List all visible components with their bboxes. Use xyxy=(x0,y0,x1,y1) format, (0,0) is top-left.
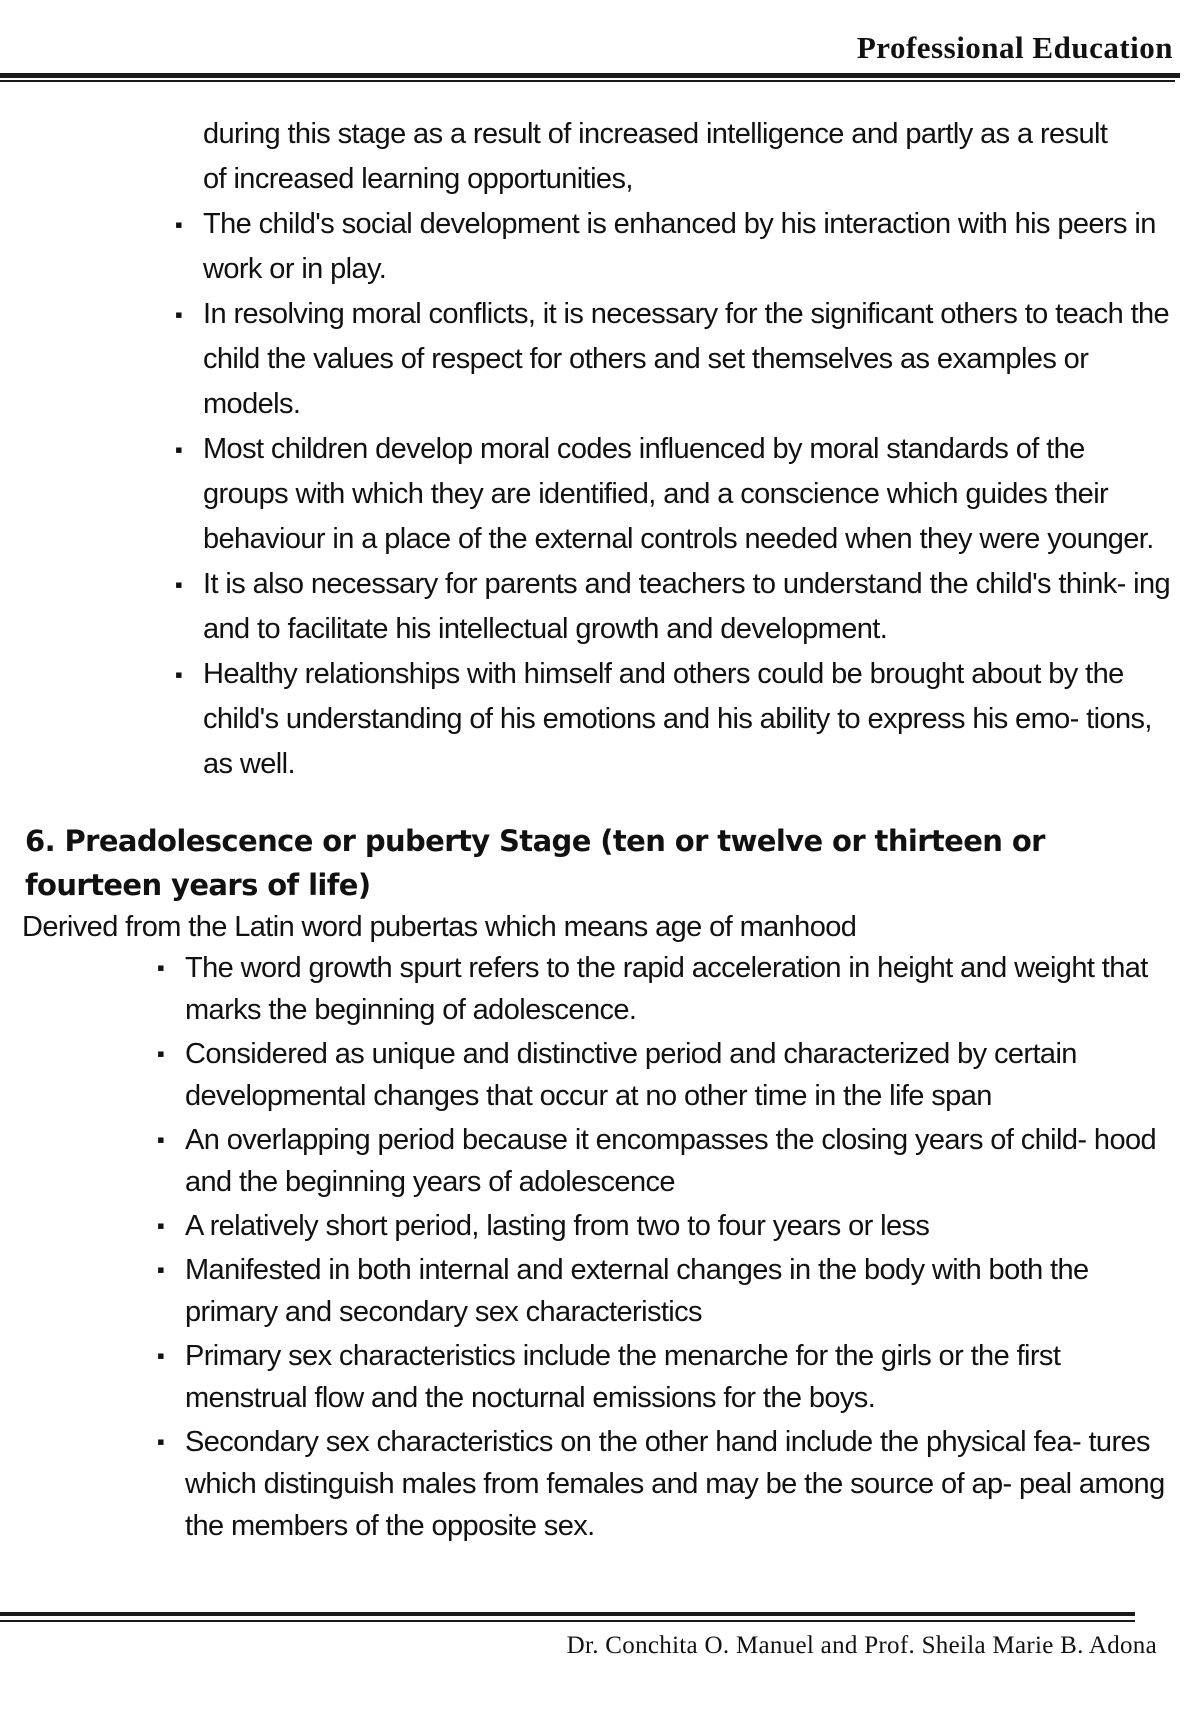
list-item: ▪ An overlapping period because it encompasses the closing years of child- hood and the beginning years of adolescence xyxy=(185,1119,1165,1203)
section-six-bullets xyxy=(157,947,1165,1547)
list-item: ▪ Most children develop moral codes influenced by moral standards of the groups with which they are identified, and a conscience which guides their behaviour in a place of the external controls needed when they were younger. xyxy=(203,427,1173,562)
footer-rule xyxy=(0,1612,1135,1616)
continued-line-1: during this stage as a result of increased intelligence and partly as a result xyxy=(203,118,1108,150)
section-intro: Derived from the Latin word pubertas which means age of manhood xyxy=(22,911,857,943)
continued-bullet-list xyxy=(175,202,1173,787)
header-rule-thin xyxy=(0,80,1175,82)
list-item: ▪ Secondary sex characteristics on the other hand include the physical fea- tures which distinguish males from females and may be the source of ap- peal among the members of the opposite sex. xyxy=(185,1421,1165,1547)
continued-section xyxy=(175,112,1173,787)
bullet-icon: ▪ xyxy=(157,1213,165,1238)
bullet-icon: ▪ xyxy=(157,1257,165,1282)
list-item: ▪ Primary sex characteristics include the menarche for the girls or the first menstrual flow and the nocturnal emissions for the boys. xyxy=(185,1335,1165,1419)
bullet-icon: ▪ xyxy=(175,302,183,327)
footer-authors: Dr. Conchita O. Manuel and Prof. Sheila Marie B. Adona xyxy=(566,1632,1157,1659)
list-item: ▪ Manifested in both internal and external changes in the body with both the primary and secondary sex characteristics xyxy=(185,1249,1165,1333)
list-item: ▪ The child's social development is enhanced by his interaction with his peers in work or in play. xyxy=(203,202,1173,292)
list-item: ▪ Healthy relationships with himself and others could be brought about by the child's understanding of his emotions and his ability to express his emo- tions, as well. xyxy=(203,652,1173,787)
header-rule xyxy=(0,73,1180,78)
bullet-icon: ▪ xyxy=(175,212,183,237)
list-item: ▪ The word growth spurt refers to the rapid acceleration in height and weight that marks the beginning of adolescence. xyxy=(185,947,1165,1031)
list-item: ▪ A relatively short period, lasting from two to four years or less xyxy=(185,1205,1165,1247)
running-header-title: Professional Education xyxy=(856,30,1173,65)
list-item: ▪ Considered as unique and distinctive period and characterized by certain developmental changes that occur at no other time in the life span xyxy=(185,1033,1165,1117)
bullet-icon: ▪ xyxy=(157,1041,165,1066)
section-bullet-list xyxy=(157,947,1165,1547)
footer-rule-thin xyxy=(0,1620,1135,1622)
page-body xyxy=(0,112,1180,1549)
bullet-icon: ▪ xyxy=(157,1127,165,1152)
list-item: ▪ It is also necessary for parents and teachers to understand the child's think- ing and to facilitate his intellectual growth and development. xyxy=(203,562,1173,652)
bullet-icon: ▪ xyxy=(157,1429,165,1454)
bullet-icon: ▪ xyxy=(157,1343,165,1368)
bullet-icon: ▪ xyxy=(175,437,183,462)
bullet-icon: ▪ xyxy=(157,955,165,980)
list-item: ▪ In resolving moral conflicts, it is necessary for the significant others to teach the child the values of respect for others and set themselves as examples or models. xyxy=(203,292,1173,427)
bullet-icon: ▪ xyxy=(175,572,183,597)
section-heading: 6. Preadolescence or puberty Stage (ten or twelve or thirteen or fourteen years of life) xyxy=(25,824,1045,902)
continued-line-2: of increased learning opportunities, xyxy=(203,163,633,195)
bullet-icon: ▪ xyxy=(175,662,183,687)
continued-paragraph xyxy=(203,112,1173,202)
